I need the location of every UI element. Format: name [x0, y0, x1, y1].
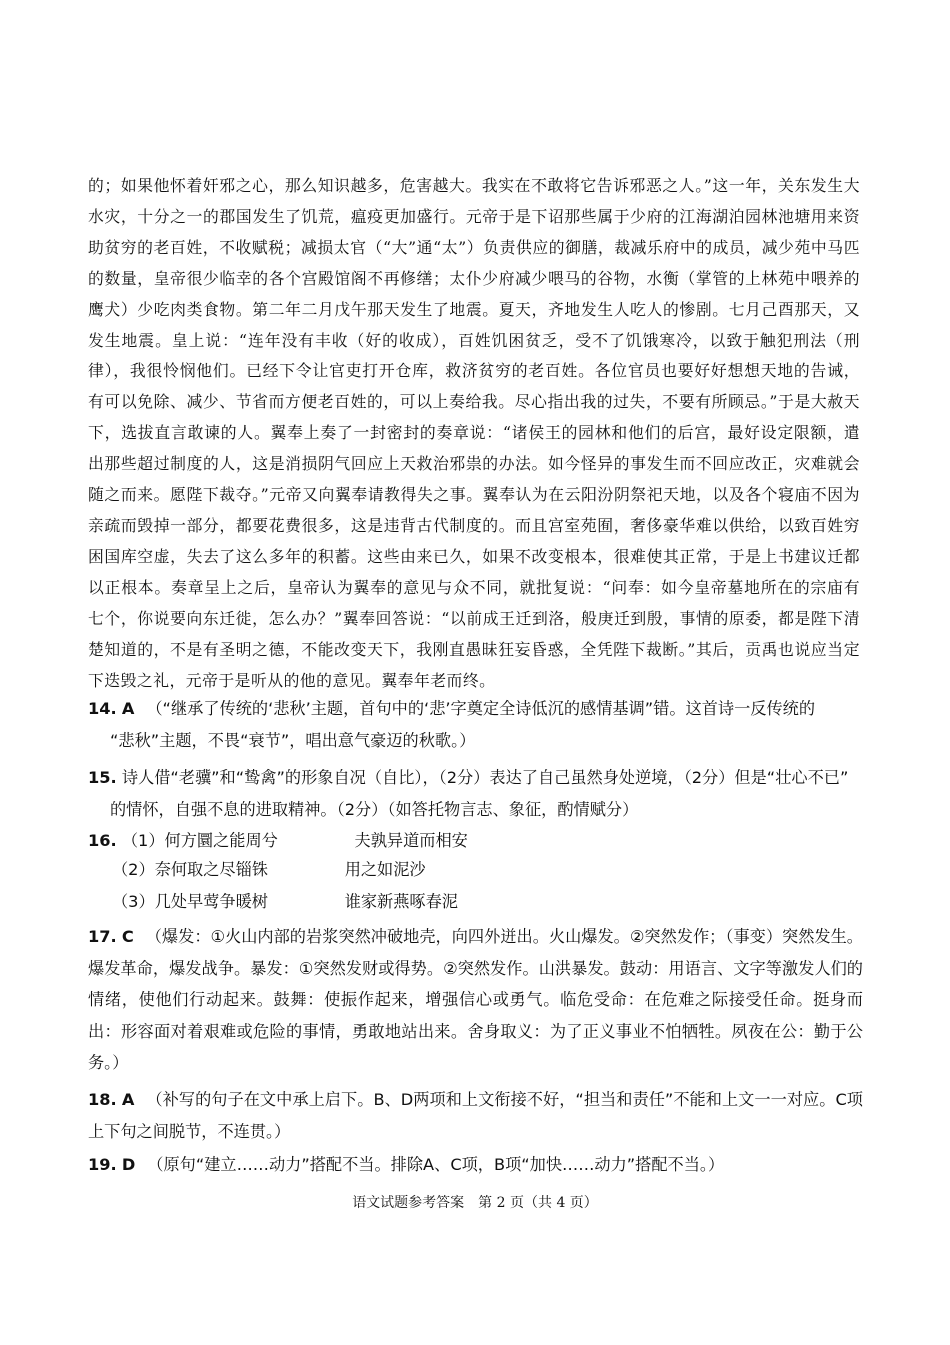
answer-option: A [121, 1090, 135, 1109]
answer-16 [88, 825, 863, 857]
answer-text: （爆发：①火山内部的岩浆突然冲破地壳，向四外迸出。火山爆发。②突然发作；（事变）突然发生。爆发革命，爆发战争。暴发：①突然发财或得势。②突然发作。山洪暴发。鼓动：用语言、文字等激发人们的情绪，使他们行动起来。鼓舞：使振作起来，增强信心或勇气。临危受命：在危难之际接受任命。挺身而出：形容面对着艰难或危险的事情，勇敢地站出来。舍身取义：为了正义事业不怕牺牲。夙夜在公：勤于公务。） [88, 927, 863, 1072]
page-footer: 语文试题参考答案 第 2 页（共 4 页） [352, 1195, 598, 1211]
question-number: 14. [88, 699, 117, 718]
answer-text-line1: 诗人借“老骥”和“鸷禽”的形象自况（自比），（2分）表达了自己虽然身处逆境，（2分）但是“壮心不已” [121, 768, 849, 787]
blank-answer-a: 奈何取之尽锱铢 [154, 860, 268, 879]
blank-index: （2） [112, 860, 155, 879]
answer-option: A [121, 699, 135, 718]
answer-16-row-3 [112, 888, 458, 912]
blank-answer-b: 谁家新燕啄春泥 [344, 892, 458, 911]
question-number: 17. [88, 927, 117, 946]
answer-16-row-2 [112, 856, 426, 880]
question-number: 19. [88, 1155, 117, 1174]
question-number: 18. [88, 1090, 117, 1109]
blank-index: （3） [112, 892, 155, 911]
answer-text-line2: 的情怀，自强不息的进取精神。（2分）（如答托物言志、象征，酌情赋分） [110, 799, 639, 819]
blank-answer-a: 几处早莺争暖树 [154, 892, 268, 911]
answer-15 [88, 762, 863, 825]
answer-14 [88, 693, 863, 756]
blank-answer-a: 何方圜之能周兮 [164, 831, 278, 850]
answer-17 [88, 921, 863, 1079]
blank-index: （1） [121, 831, 165, 850]
answer-option: D [121, 1155, 136, 1174]
answer-option: C [121, 927, 134, 946]
translation-paragraph: 的；如果他怀着奸邪之心，那么知识越多，危害越大。我实在不敢将它告诉邪恶之人。”这一年，关东发生大水灾，十分之一的郡国发生了饥荒，瘟疫更加盛行。元帝于是下诏那些属于少府的江海湖泊园林池塘用来资助贫穷的老百姓，不收赋税；减损太官（“大”通“太”）负责供应的御膳，裁减乐府中的成员，减少苑中马匹的数量，皇帝很少临幸的各个宫殿馆阁不再修缮；太仆少府减少喂马的谷物，水衡（掌管的上林苑中喂养的鹰犬）少吃肉类食物。第二年二月戊午那天发生了地震。夏天，齐地发生人吃人的惨剧。七月己酉那天，又发生地震。皇上说：“连年没有丰收（好的收成），百姓饥困贫乏，受不了饥饿寒冷，以致于触犯刑法（刑律），我很怜悯他们。已经下令让官吏打开仓库，救济贫穷的老百姓。各位官员也要好好想想天地的告诫，有可以免除、减少、节省而方便老百姓的，可以上奏给我。尽心指出我的过失，不要有所顾忌。”于是大赦天下，选拔直言敢谏的人。翼奉上奏了一封密封的奏章说：“诸侯王的园林和他们的后宫，最好设定限额，遣出那些超过制度的人，这是消损阴气回应上天救治邪祟的办法。如今怪异的事发生而不回应改正，灾难就会随之而来。愿陛下裁夺。”元帝又向翼奉请教得失之事。翼奉认为在云阳汾阴祭祀天地，以及各个寝庙不因为亲疏而毁掉一部分，都要花费很多，这是违背古代制度的。而且宫室苑囿，奢侈豪华难以供给，以致百姓穷困国库空虚，失去了这么多年的积蓄。这些由来已久，如果不改变根本，很难使其正常，于是上书建议迁都以正根本。奏章呈上之后，皇帝认为翼奉的意见与众不同，就批复说：“问奉：如今皇帝墓地所在的宗庙有七个，你说要向东迁徙，怎么办？”翼奉回答说：“以前成王迁到洛，般庚迁到殷，事情的原委，都是陛下清楚知道的，不是有圣明之德，不能改变天下，我刚直愚昧狂妄昏惑，全凭陛下裁断。”其后，贡禹也说应当定下迭毁之礼，元帝于是听从的他的意见。翼奉年老而终。 [88, 176, 860, 690]
answer-text-line2: “悲秋”主题，不畏“衰节”，唱出意气豪迈的秋歌。） [110, 730, 476, 750]
question-number: 16. [88, 831, 117, 850]
answer-18 [88, 1084, 863, 1147]
blank-answer-b: 夫孰异道而相安 [354, 831, 468, 850]
blank-answer-b: 用之如泥沙 [344, 860, 426, 879]
answer-text: （补写的句子在文中承上启下。B、D两项和上文衔接不好，“担当和责任”不能和上文一一对应。C项上下句之间脱节，不连贯。） [88, 1090, 863, 1141]
answer-text-line1: （“继承了传统的‘悲秋’主题，首句中的‘悲’字奠定全诗低沉的感情基调”错。这首诗一反传统的 [146, 699, 816, 718]
question-number: 15. [88, 768, 117, 787]
answer-text: （原句“建立……动力”搭配不当。排除A、C项，B项“加快……动力”搭配不当。） [147, 1155, 725, 1174]
answer-19 [88, 1149, 863, 1181]
